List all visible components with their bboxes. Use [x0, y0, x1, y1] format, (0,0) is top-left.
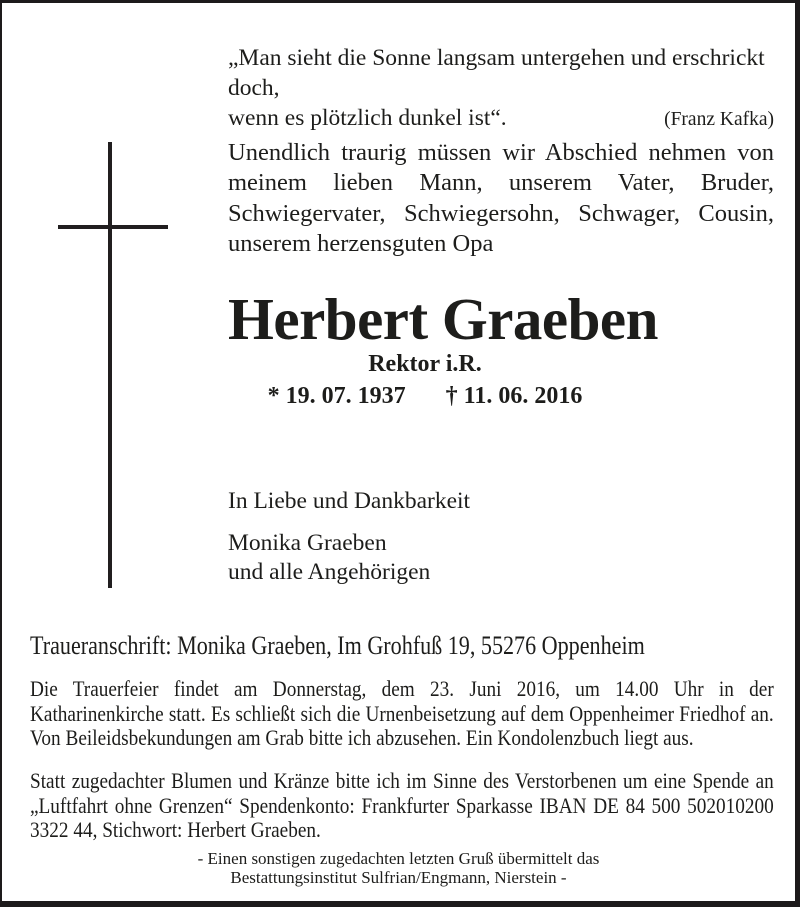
deceased-name: Herbert Graeben: [228, 286, 658, 352]
deceased-block: [228, 286, 658, 409]
closing-block: [228, 487, 470, 586]
funeral-home-note: [2, 849, 795, 887]
life-dates: [228, 383, 622, 409]
funeral-home-note-line-1: - Einen sonstigen zugedachten letzten Gruß übermittelt das: [197, 849, 600, 868]
closing-line: In Liebe und Dankbarkeit: [228, 488, 471, 514]
funeral-home-note-line-2: Bestattungsinstitut Sulfrian/Engmann, Nierstein -: [230, 868, 567, 887]
funeral-details-paragraph: Die Trauerfeier findet am Donnerstag, dem 23. Juni 2016, um 14.00 Uhr in der Katharinenkirche statt. Es schließt sich die Urnenbeisetzung auf dem Oppenheimer Friedhof an. Von Beileidsbekundungen am Grab bitte ich abzusehen. Ein Kondolenzbuch liegt aus.: [30, 676, 774, 751]
cross-horizontal-bar: [58, 225, 168, 229]
quote-line-1: „Man sieht die Sonne langsam untergehen und erschrickt doch,: [228, 45, 765, 101]
death-date: † 11. 06. 2016: [445, 383, 583, 409]
quote-attribution: (Franz Kafka): [664, 109, 774, 130]
birth-date: * 19. 07. 1937: [267, 383, 406, 409]
funeral-address-line: Traueranschrift: Monika Graeben, Im Grohfuß 19, 55276 Oppenheim: [30, 631, 645, 660]
deceased-title: Rektor i.R.: [368, 351, 482, 377]
cross-vertical-bar: [108, 142, 112, 588]
intro-paragraph: Unendlich traurig müssen wir Abschied nehmen von meinem lieben Mann, unserem Vater, Bruder, Schwiegervater, Schwiegersohn, Schwager, Cousin, unserem herzensguten Opa: [228, 139, 774, 258]
quote-line-2-row: [228, 103, 774, 135]
quote-line-2: wenn es plötzlich dunkel ist“.: [228, 105, 507, 131]
mourner-name: Monika Graeben: [228, 530, 387, 556]
kafka-quote: [228, 43, 774, 135]
mourner-name: und alle Angehörigen: [228, 558, 431, 585]
mourners: [228, 529, 470, 586]
donation-paragraph: Statt zugedachter Blumen und Kränze bitte ich im Sinne des Verstorbenen um eine Spende an „Luftfahrt ohne Grenzen“ Spendenkonto: Frankfurter Sparkasse IBAN DE 84 500 502010200 3322 44, Stichwort: Herbert Graeben.: [30, 768, 774, 843]
